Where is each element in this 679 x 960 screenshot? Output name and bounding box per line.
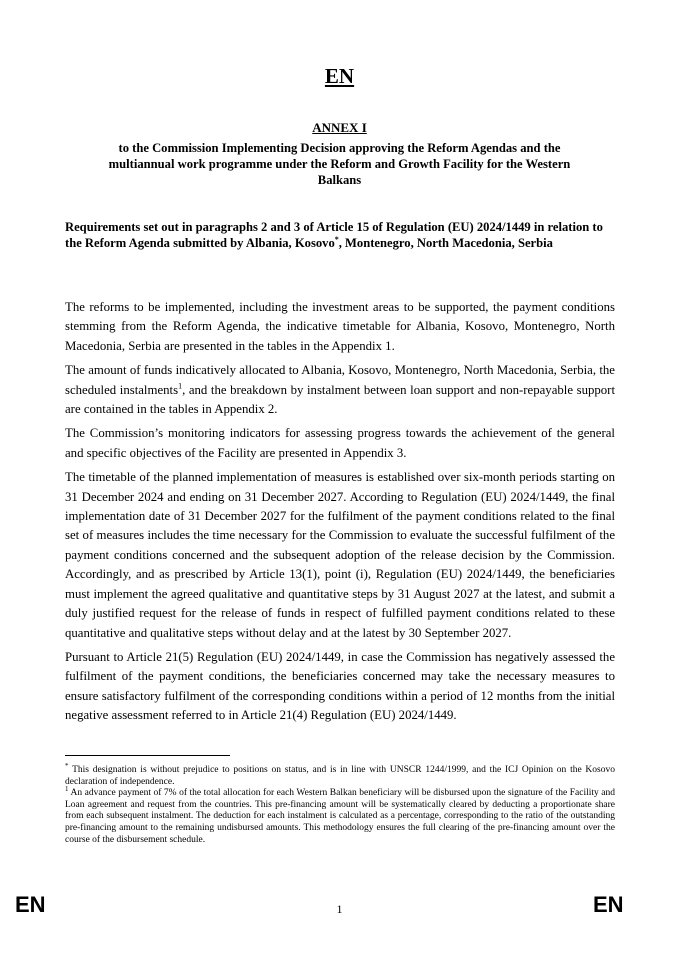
paragraph-funds (65, 361, 615, 419)
footnote-kosovo (65, 761, 615, 788)
language-header: EN (324, 64, 355, 88)
footnote-marker-star: * (334, 234, 339, 244)
requirements-text: Requirements set out in paragraphs 2 and 3 of Article 15 of Regulation (EU) 2024/1449 in relation to the Reform Agenda submitted by Albania, Kosovo (65, 220, 603, 250)
footnote-advance-payment (65, 785, 615, 846)
paragraph-monitoring: The Commission’s monitoring indicators for assessing progress towards the achievement of the general and specific objectives of the Facility are presented in Appendix 3. (65, 426, 615, 460)
footnotes (65, 761, 615, 846)
paragraph-negative-assessment: Pursuant to Article 21(5) Regulation (EU) 2024/1449, in case the Commission has negatively assessed the fulfilment of the payment conditions, the beneficiaries concerned may take the necessary measures to ensure satisfactory fulfilment of the corresponding conditions within a period of 12 months from the initial negative assessment referred to in Article 21(4) Regulation (EU) 2024/1449. (65, 649, 615, 723)
requirements-heading (65, 219, 615, 251)
page-number: 1 (336, 902, 343, 916)
footnote-kosovo-mark: * (65, 761, 69, 770)
paragraph-funds-text: The amount of funds indicatively allocated to Albania, Kosovo, Montenegro, North Macedonia, Serbia, the scheduled instalments (65, 363, 615, 397)
paragraph-timetable: The timetable of the planned implementation of measures is established over six-month periods starting on 31 December 2024 and ending on 31 December 2027. According to Regulation (EU) 2024/1449, the final implementation date of 31 December 2027 for the fulfilment of the payment conditions related to the final set of measures includes the time necessary for the Commission to evaluate the successful fulfilment of the payment conditions concerned and the subsequent adoption of the release decision by the Commission. Accordingly, and as prescribed by Article 13(1), point (i), Regulation (EU) 2024/1449, the beneficiaries must implement the agreed qualitative and quantitative steps by 31 August 2027 at the latest, and submit a duly justified request for the release of funds in respect of fulfilled payment conditions related to these quantitative and qualitative steps without delay and at the latest by 30 September 2027. (65, 470, 615, 640)
footnote-divider (65, 755, 230, 756)
footnote-marker-1: 1 (178, 381, 183, 391)
footnote-advance-payment-text: An advance payment of 7% of the total allocation for each Western Balkan beneficiary will be disbursed upon the signature of the Facility and Loan agreement and request from the countries. This pre-financing amount will be systematically cleared by deducting a proportionate share from each subsequent instalment. The deduction for each instalment is calculated as a percentage, corresponding to the ratio of the outstanding pre-financing amount to the remaining undisbursed amounts. This methodology ensures the full clearing of the pre-financing amount over the course of the disbursement schedule. (65, 788, 615, 845)
body-text (65, 298, 615, 731)
language-footer-right: EN (593, 892, 624, 917)
footnote-kosovo-text: This designation is without prejudice to positions on status, and is in line with UNSCR 1244/1999, and the ICJ Opinion on the Kosovo declaration of independence. (65, 765, 615, 787)
paragraph-reforms: The reforms to be implemented, including the investment areas to be supported, the payment conditions stemming from the Reform Agenda, the indicative timetable for Albania, Kosovo, Montenegro, North Macedonia, Serbia are presented in the tables in the Appendix 1. (65, 300, 615, 353)
requirements-text-end: , Montenegro, North Macedonia, Serbia (338, 236, 553, 250)
footnote-advance-payment-mark: 1 (65, 785, 69, 794)
annex-title: ANNEX I (312, 120, 367, 135)
annex-subtitle: to the Commission Implementing Decision approving the Reform Agendas and the multiannual work programme under the Reform and Growth Facility for the Western Balkans (108, 141, 571, 187)
paragraph-funds-text-end: , and the breakdown by instalment between loan support and non-repayable support are contained in the tables in Appendix 2. (65, 382, 615, 417)
language-footer-left: EN (15, 892, 46, 917)
